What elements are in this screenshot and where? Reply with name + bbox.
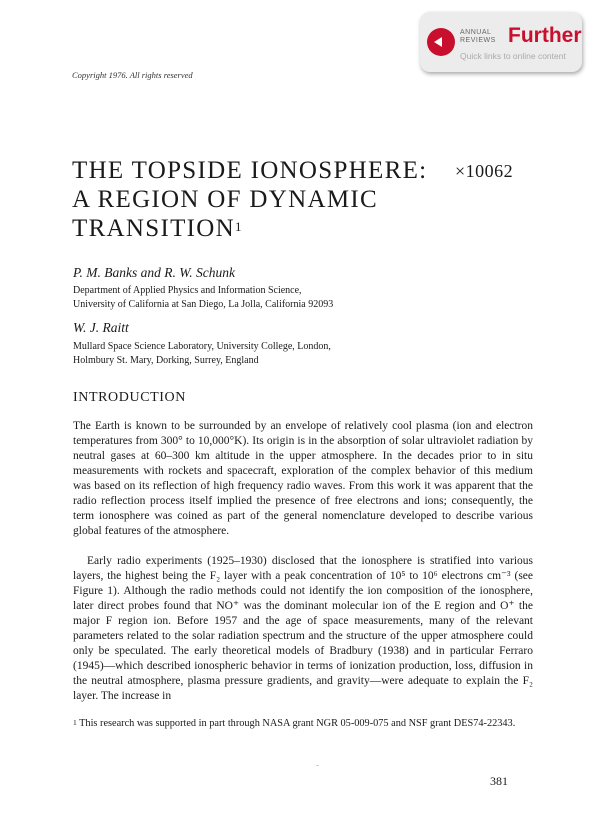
author-affiliation xyxy=(73,340,331,367)
back-arrow-icon xyxy=(427,28,455,56)
further-label: Further xyxy=(508,24,582,47)
page-number: 381 xyxy=(490,774,508,788)
affiliation-line: Department of Applied Physics and Information Science, xyxy=(73,285,302,296)
body-paragraph xyxy=(73,554,533,704)
article-title xyxy=(72,156,432,243)
footnote-text: This research was supported in part through NASA grant NGR 05-009-075 and NSF grant DES74-22343. xyxy=(76,718,516,729)
affiliation-line: Holmbury St. Mary, Dorking, Surrey, England xyxy=(73,354,259,366)
author-names: P. M. Banks and R. W. Schunk xyxy=(73,265,235,280)
body-paragraph: The Earth is known to be surrounded by an envelope of relatively cool plasma (ion and electron temperatures from 300° to 10,000°K). Its origin is in the absorption of solar ultraviolet radiation by neutral gases at 60–300 km altitude in the upper atmosphere. In the decades prior to in situ measurements with rockets and spacecraft, exploration of the complex behavior of this medium was based on its reflection of high frequency radio waves. From this work it was apparent that the radio reflection process itself implied the presence of free electrons and ions; consequently, the term ionosphere was coined as part of the general nomenclature developed to describe various global features of the atmosphere. xyxy=(73,420,533,537)
section-heading: INTRODUCTION xyxy=(73,390,186,405)
title-line-2: A REGION OF DYNAMIC xyxy=(72,186,378,213)
footnote xyxy=(73,717,533,731)
quick-links-subtitle: Quick links to online content xyxy=(460,51,566,61)
author-names: W. J. Raitt xyxy=(73,320,129,335)
title-footnote-ref: 1 xyxy=(235,219,242,234)
footnote-mark: 1 xyxy=(73,718,77,727)
copyright-notice: Copyright 1976. All rights reserved xyxy=(72,70,193,80)
title-line-3: TRANSITION xyxy=(72,215,235,242)
scan-speck xyxy=(316,765,319,766)
title-line-1: THE TOPSIDE IONOSPHERE: xyxy=(72,157,428,184)
annual-reviews-logo-text xyxy=(460,29,496,45)
affiliation-line: Mullard Space Science Laboratory, University College, London, xyxy=(73,341,331,352)
body-paragraph-text: Early radio experiments (1925–1930) disclosed that the ionosphere is stratified into various layers, the highest being the F₂ layer with a peak concentration of 10⁵ to 10⁶ electrons cm⁻³ (see Figure 1). Although the radio methods could not identify the ion composition of the ionosphere, later direct probes found that NO⁺ was the dominant molecular ion of the E region and O⁺ the major F region ion. Before 1957 and the age of space measurements, many of the relevant parameters related to the solar radiation spectrum and the structure of the upper atmosphere could only be speculated. The early theoretical models of Bradbury (1938) and in particular Ferraro (1945)—which described ionospheric behavior in terms of ionization production, loss, diffusion in the neutral atmosphere, plasma pressure gradients, and gravity—were adequate to explain the F₂ layer. The increase in xyxy=(73,555,533,702)
author-affiliation xyxy=(73,284,333,311)
further-links-badge[interactable] xyxy=(420,12,582,72)
reviews-word: REVIEWS xyxy=(460,37,496,44)
annual-word: ANNUAL xyxy=(460,29,492,36)
affiliation-line: University of California at San Diego, La Jolla, California 92093 xyxy=(73,298,334,310)
article-code: ×10062 xyxy=(455,161,514,181)
